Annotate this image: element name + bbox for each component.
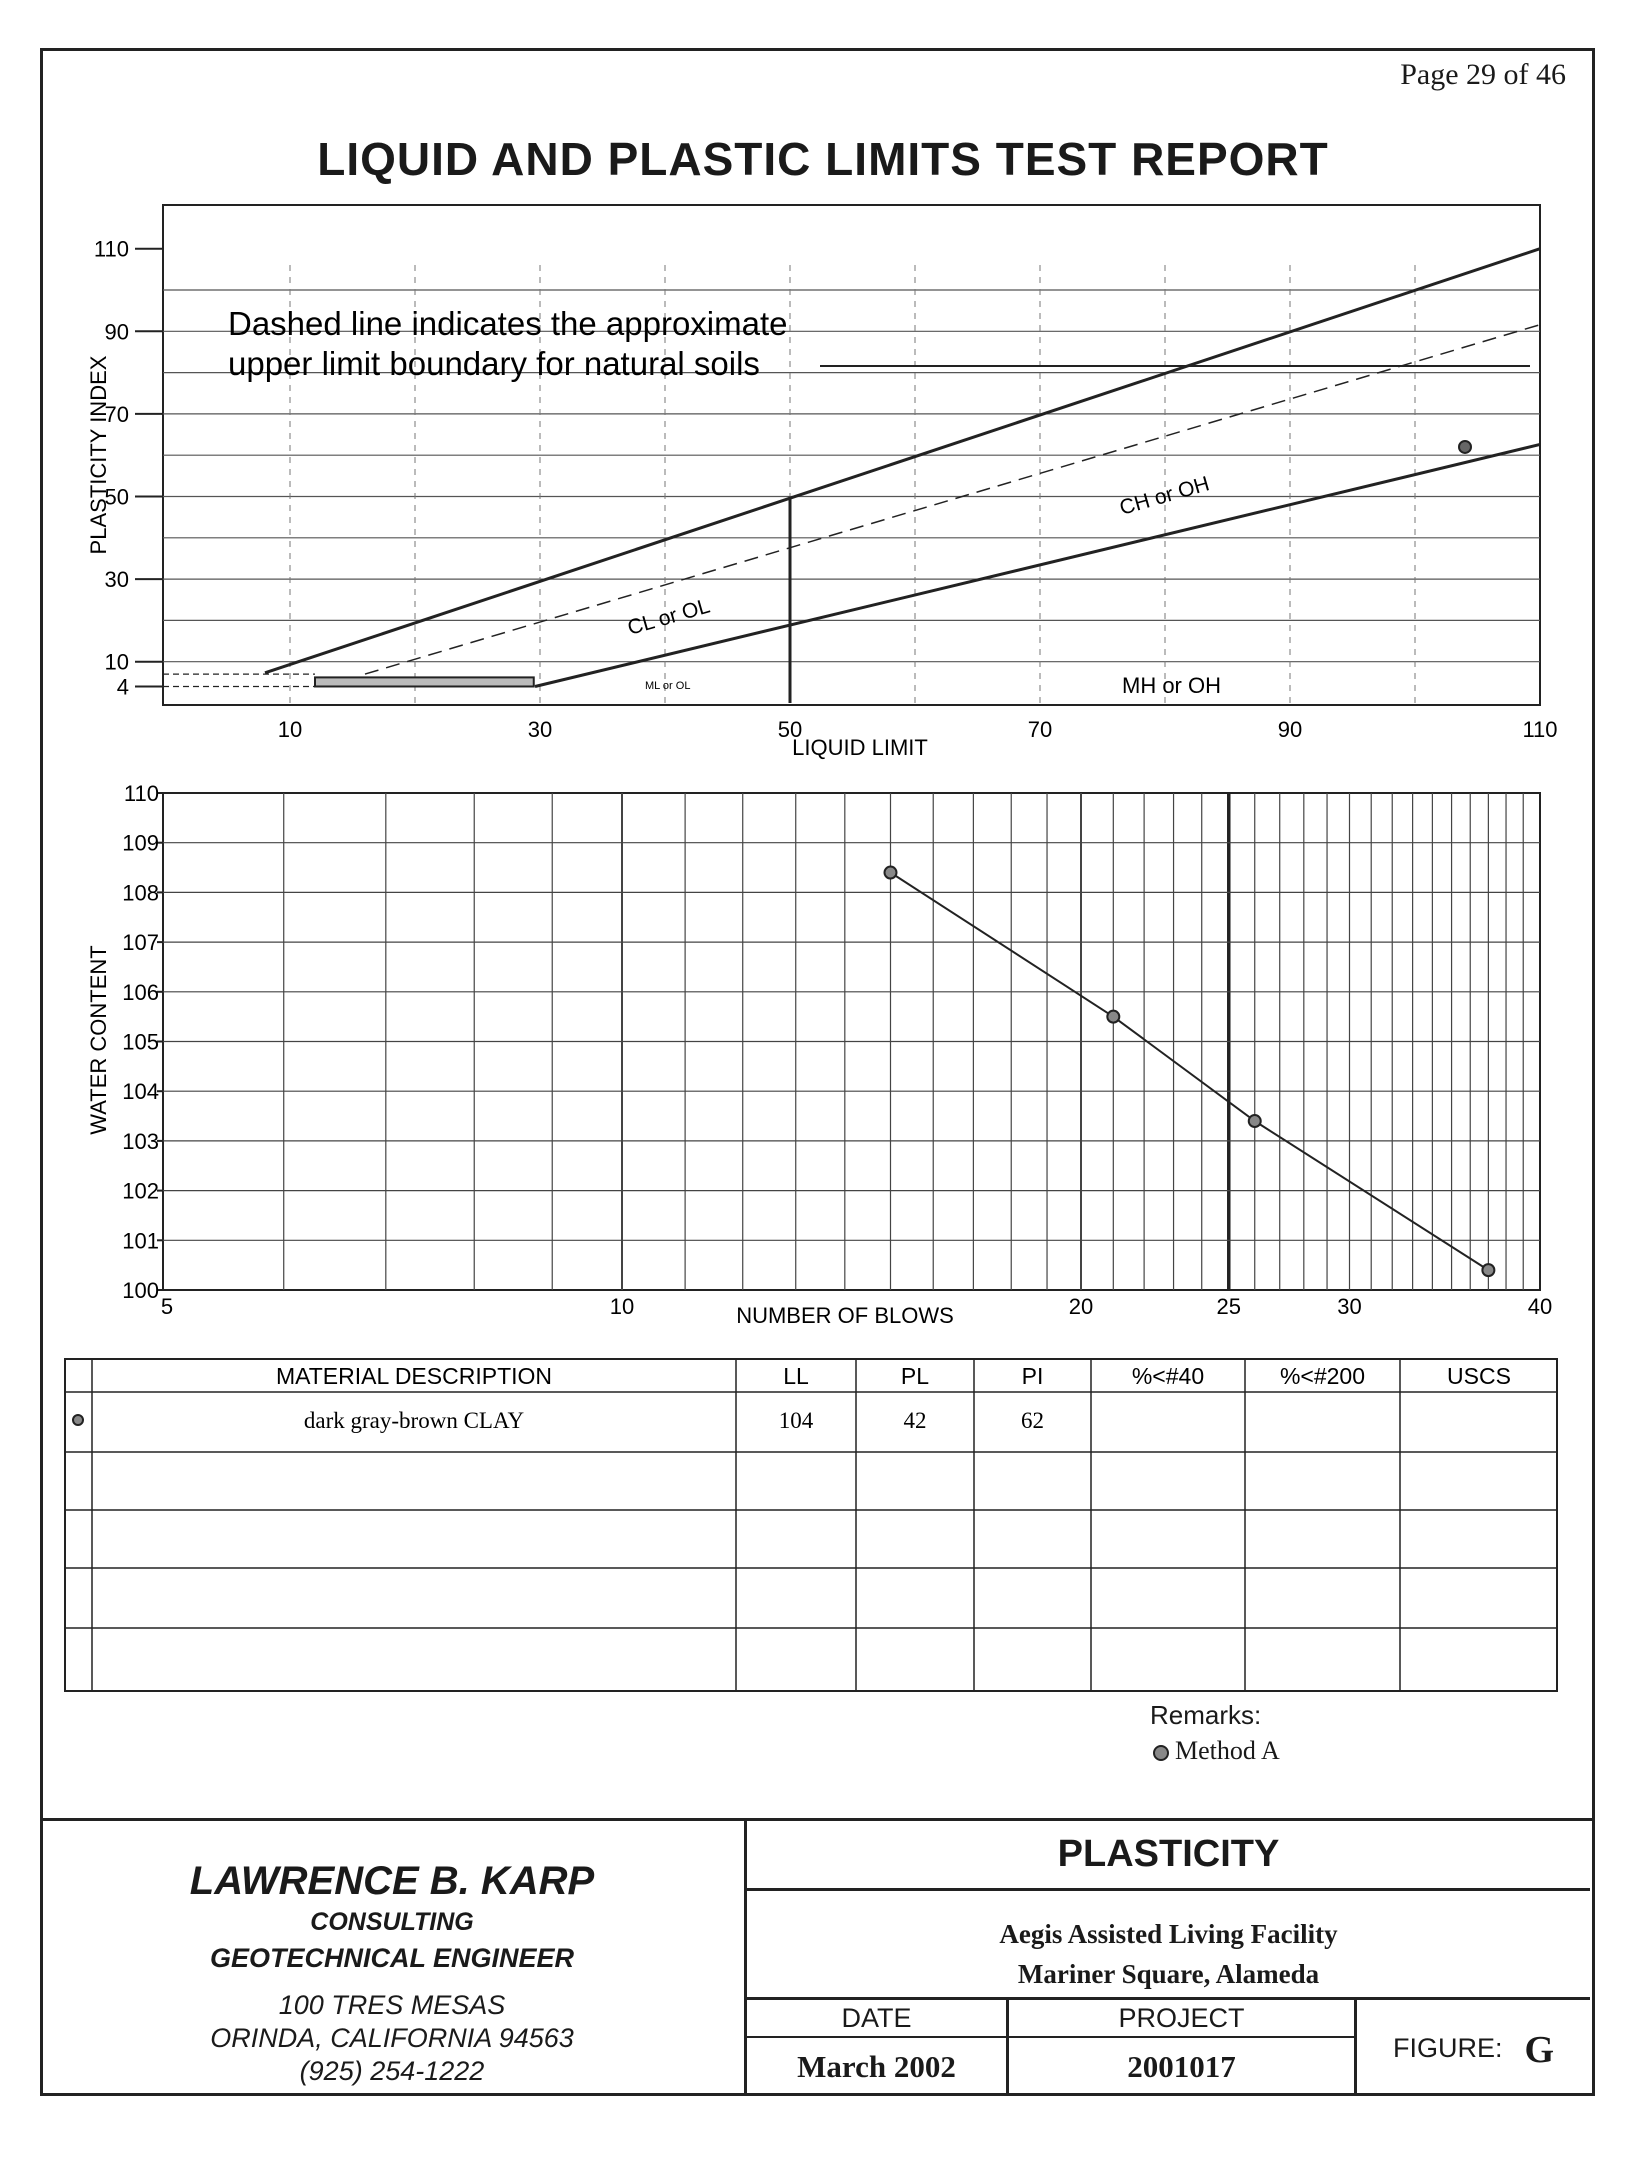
x-axis-title: NUMBER OF BLOWS — [736, 1303, 954, 1328]
project-label: PROJECT — [1009, 2000, 1354, 2038]
x-tick-label: 10 — [609, 1294, 635, 1319]
x-tick-label: 50 — [777, 717, 803, 742]
y-tick-label: 70 — [104, 401, 129, 427]
y-tick-label: 105 — [122, 1029, 159, 1055]
plasticity-heading: PLASTICITY — [747, 1821, 1590, 1891]
table-cell: 104 — [778, 1408, 814, 1433]
remarks-item-text: Method A — [1175, 1736, 1280, 1765]
region-label: ML or OL — [645, 680, 691, 692]
y-tick-label: 4 — [116, 674, 129, 700]
data-point — [1249, 1115, 1261, 1127]
table-header: LL — [783, 1363, 809, 1389]
y-tick-label: 108 — [122, 880, 159, 906]
remarks-label: Remarks: — [1150, 1700, 1262, 1730]
data-point — [1107, 1011, 1119, 1023]
region-label: MH or OH — [1122, 673, 1221, 698]
x-tick-label: 10 — [277, 717, 303, 742]
data-point — [1482, 1264, 1494, 1276]
region-label: CL or OL — [625, 594, 713, 640]
row-symbol-icon — [73, 1415, 83, 1425]
firm-line1: CONSULTING — [310, 1908, 474, 1936]
y-axis-title: WATER CONTENT — [86, 945, 111, 1135]
y-tick-label: 90 — [104, 319, 129, 345]
y-tick-label: 110 — [93, 236, 129, 262]
firm-phone: (925) 254-1222 — [299, 2056, 485, 2086]
region-label: CH or OH — [1117, 472, 1212, 520]
table-header: MATERIAL DESCRIPTION — [275, 1363, 553, 1389]
annotation-line2: upper limit boundary for natural soils — [228, 345, 760, 382]
x-tick-label: 5 — [160, 1294, 174, 1319]
ml-zone — [315, 677, 534, 686]
x-tick-label: 30 — [1337, 1294, 1362, 1319]
title-block — [40, 1818, 1595, 2096]
date-label: DATE — [747, 2000, 1006, 2038]
table-header: PL — [900, 1363, 930, 1389]
x-tick-label: 30 — [527, 717, 553, 742]
date-cell — [747, 2000, 1009, 2096]
table-header: %<#40 — [1131, 1363, 1205, 1389]
firm-name: LAWRENCE B. KARP — [189, 1859, 595, 1903]
page-number: Page 29 of 46 — [1400, 58, 1566, 91]
table-cell: 62 — [1021, 1408, 1044, 1433]
x-tick-label: 20 — [1068, 1294, 1094, 1319]
date-value: March 2002 — [797, 2049, 956, 2084]
project-number-cell — [1009, 2000, 1357, 2096]
project-name-line2: Mariner Square, Alameda — [1017, 1959, 1320, 1989]
y-tick-label: 100 — [122, 1278, 159, 1303]
y-tick-label: 107 — [122, 930, 159, 956]
figure-label: FIGURE: — [1392, 2033, 1503, 2063]
y-tick-label: 109 — [122, 830, 159, 856]
y-tick-label: 104 — [122, 1079, 159, 1105]
project-block — [744, 1821, 1590, 2096]
annotation-line1: Dashed line indicates the approximate — [228, 305, 788, 342]
x-tick-label: 90 — [1277, 717, 1303, 742]
x-axis-title: LIQUID LIMIT — [792, 735, 928, 760]
table-header: %<#200 — [1279, 1363, 1366, 1389]
y-axis-title: PLASTICITY INDEX — [86, 355, 111, 555]
project-value: 2001017 — [1127, 2049, 1236, 2084]
y-tick-label: 110 — [123, 781, 159, 806]
table-cell: 42 — [903, 1408, 927, 1433]
figure-value: G — [1524, 2028, 1555, 2071]
x-tick-label: 40 — [1527, 1294, 1553, 1319]
y-tick-label: 106 — [122, 979, 159, 1005]
x-tick-label: 25 — [1216, 1294, 1242, 1319]
x-tick-label: 110 — [1522, 717, 1558, 742]
y-tick-label: 101 — [122, 1228, 159, 1254]
series-line-1 — [535, 444, 1540, 686]
material-table — [64, 1358, 1558, 1692]
flow-curve-chart — [0, 770, 1646, 1330]
firm-block — [40, 1821, 744, 2096]
y-tick-label: 103 — [122, 1128, 159, 1154]
report-title: LIQUID AND PLASTIC LIMITS TEST REPORT — [317, 133, 1329, 185]
figure-cell — [1357, 2000, 1590, 2096]
flow-line — [890, 873, 1488, 1271]
data-point — [1459, 441, 1471, 453]
y-tick-label: 50 — [104, 484, 129, 510]
table-header: USCS — [1447, 1363, 1511, 1389]
table-header: PI — [1021, 1363, 1044, 1389]
y-tick-label: 102 — [122, 1178, 159, 1204]
remarks-item — [1153, 1736, 1280, 1766]
x-tick-label: 70 — [1027, 717, 1053, 742]
firm-city: ORINDA, CALIFORNIA 94563 — [210, 2023, 574, 2053]
data-point — [884, 867, 896, 879]
project-name — [747, 1888, 1590, 2000]
y-tick-label: 30 — [104, 567, 129, 593]
firm-line2: GEOTECHNICAL ENGINEER — [209, 1943, 575, 1973]
plasticity-chart — [0, 180, 1646, 770]
y-tick-label: 10 — [104, 649, 129, 675]
project-name-line1: Aegis Assisted Living Facility — [999, 1919, 1338, 1949]
point-symbol-icon — [1153, 1745, 1169, 1761]
table-cell: dark gray-brown CLAY — [303, 1408, 525, 1433]
firm-address: 100 TRES MESAS — [278, 1990, 506, 2020]
